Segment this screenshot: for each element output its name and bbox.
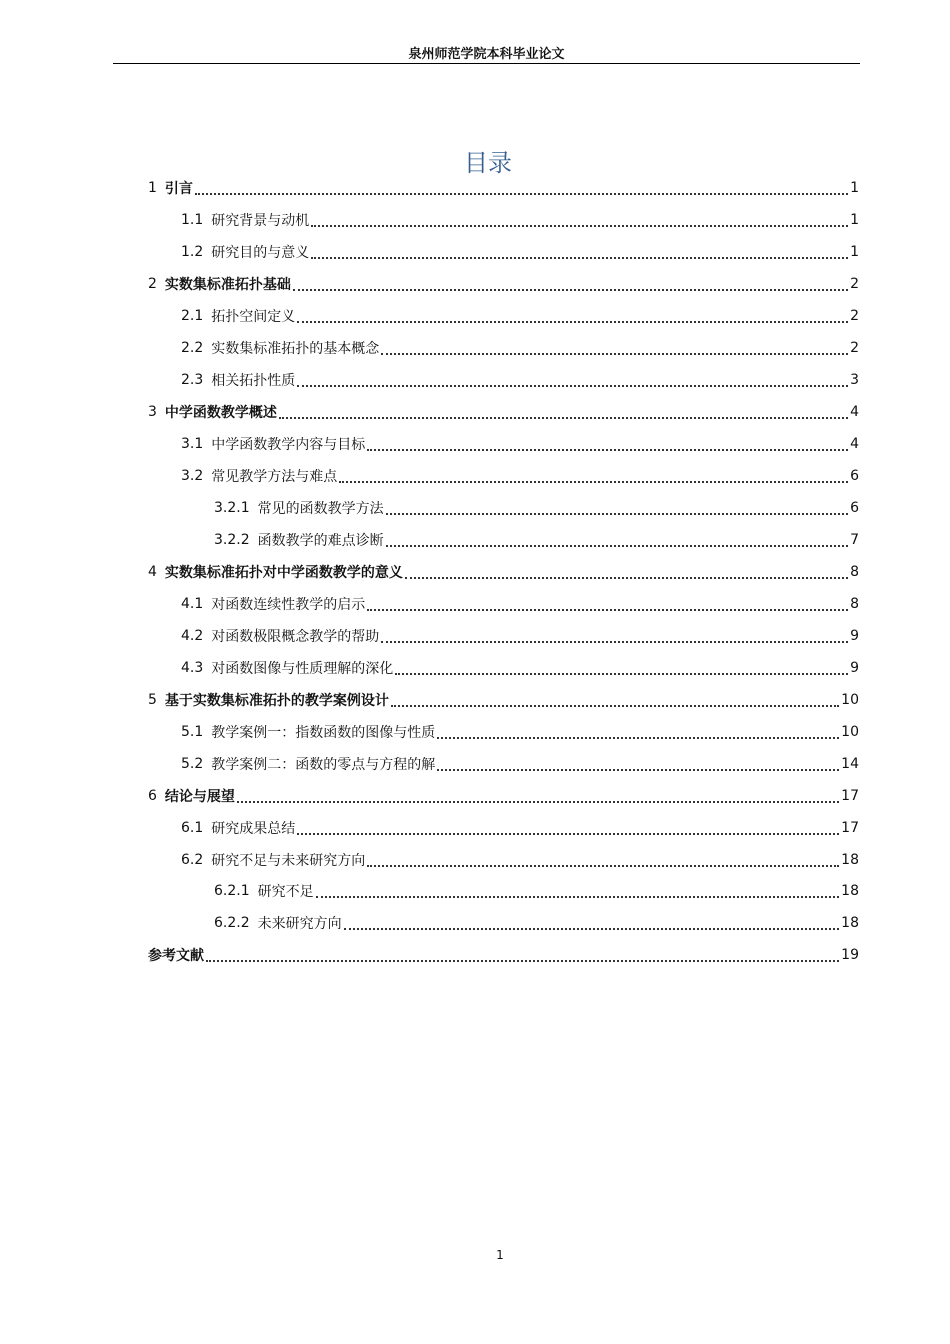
toc-entry-6-2-1[interactable] (214, 875, 859, 907)
toc-entry-3[interactable] (148, 396, 859, 428)
toc-entry-2-2[interactable] (181, 332, 859, 364)
dot-leader (297, 384, 848, 387)
toc-entry-number: 1 (148, 180, 157, 196)
toc-entry-number: 6.2.2 (214, 915, 250, 931)
toc-entry-page: 17 (841, 820, 859, 836)
toc-entry-4[interactable] (148, 556, 859, 588)
dot-leader (367, 608, 848, 611)
toc-entry-number: 1.1 (181, 212, 204, 228)
toc-entry-label: 对函数连续性教学的启示 (211, 597, 366, 613)
page-header (113, 46, 860, 64)
dot-leader (395, 672, 848, 675)
toc-entry-label: 研究不足 (257, 884, 314, 900)
toc-entry-references[interactable] (148, 939, 859, 971)
dot-leader (206, 959, 839, 962)
dot-leader (367, 864, 839, 867)
toc-entry-number: 3.2 (181, 468, 204, 484)
toc-entry-number: 1.2 (181, 244, 204, 260)
toc-entry-number: 5.2 (181, 756, 204, 772)
toc-entry-5-2[interactable] (181, 748, 859, 780)
dot-leader (391, 704, 839, 707)
toc-entry-label: 引言 (164, 181, 193, 197)
toc-entry-1-1[interactable] (181, 204, 859, 236)
toc-entry-page: 1 (850, 180, 859, 196)
toc-entry-3-2-1[interactable] (214, 492, 859, 524)
dot-leader (381, 640, 848, 643)
toc-entry-label: 研究不足与未来研究方向 (211, 853, 366, 869)
toc-entry-page: 2 (850, 308, 859, 324)
toc-entry-page: 17 (841, 788, 859, 804)
dot-leader (339, 480, 848, 483)
toc-entry-number: 2.1 (181, 308, 204, 324)
dot-leader (367, 448, 848, 451)
page-number: 1 (496, 1248, 504, 1262)
toc-entry-3-1[interactable] (181, 428, 859, 460)
toc-entry-number: 6.1 (181, 820, 204, 836)
toc-entry-number: 2.2 (181, 340, 204, 356)
toc-entry-page: 1 (850, 212, 859, 228)
toc-entry-number: 3.2.2 (214, 532, 250, 548)
toc-entry-label: 拓扑空间定义 (211, 309, 296, 325)
toc-entry-2-3[interactable] (181, 364, 859, 396)
header-title: 泉州师范学院本科毕业论文 (408, 47, 565, 62)
dot-leader (311, 224, 848, 227)
toc-entry-page: 10 (841, 724, 859, 740)
toc-entry-page: 9 (850, 660, 859, 676)
dot-leader (381, 352, 848, 355)
toc-entry-number: 3 (148, 404, 157, 420)
toc-entry-label: 基于实数集标准拓扑的教学案例设计 (164, 693, 389, 709)
toc-entry-label: 实数集标准拓扑的基本概念 (211, 341, 380, 357)
toc-entry-number: 6.2.1 (214, 883, 250, 899)
toc-entry-number: 4 (148, 564, 157, 580)
toc-entry-number: 3.1 (181, 436, 204, 452)
toc-entry-page: 19 (841, 947, 859, 963)
toc-entry-label: 对函数极限概念教学的帮助 (211, 629, 380, 645)
dot-leader (386, 544, 848, 547)
toc-entry-number: 5.1 (181, 724, 204, 740)
toc-entry-label: 参考文献 (148, 948, 204, 964)
toc-entry-label: 相关拓扑性质 (211, 373, 296, 389)
toc-entry-number: 2 (148, 276, 157, 292)
toc-entry-label: 中学函数教学内容与目标 (211, 437, 366, 453)
toc-entry-4-1[interactable] (181, 588, 859, 620)
dot-leader (311, 256, 848, 259)
toc-entry-5[interactable] (148, 684, 859, 716)
dot-leader (386, 512, 848, 515)
dot-leader (237, 800, 839, 803)
toc-entry-page: 8 (850, 596, 859, 612)
toc-entry-page: 3 (850, 372, 859, 388)
dot-leader (316, 895, 840, 898)
toc-entry-label: 对函数图像与性质理解的深化 (211, 661, 394, 677)
toc-entry-6-2[interactable] (181, 844, 859, 876)
toc-entry-4-3[interactable] (181, 652, 859, 684)
toc-entry-2-1[interactable] (181, 300, 859, 332)
toc-entry-page: 9 (850, 628, 859, 644)
toc-entry-page: 2 (850, 340, 859, 356)
toc-entry-3-2-2[interactable] (214, 524, 859, 556)
toc-entry-6[interactable] (148, 780, 859, 812)
toc-entry-number: 2.3 (181, 372, 204, 388)
toc-entry-label: 常见的函数教学方法 (257, 501, 384, 517)
toc-entry-3-2[interactable] (181, 460, 859, 492)
toc-entry-page: 18 (841, 852, 859, 868)
toc-entry-page: 7 (850, 532, 859, 548)
toc-entry-label: 实数集标准拓扑基础 (164, 277, 291, 293)
toc-entry-page: 4 (850, 436, 859, 452)
toc-entry-page: 10 (841, 692, 859, 708)
toc-entry-page: 1 (850, 244, 859, 260)
toc-entry-number: 4.1 (181, 596, 204, 612)
dot-leader (437, 736, 839, 739)
dot-leader (405, 576, 848, 579)
toc-entry-number: 5 (148, 692, 157, 708)
dot-leader (297, 832, 839, 835)
toc-entry-4-2[interactable] (181, 620, 859, 652)
toc-entry-label: 常见教学方法与难点 (211, 469, 338, 485)
toc-entry-label: 结论与展望 (164, 789, 235, 805)
toc-entry-page: 14 (841, 756, 859, 772)
toc-entry-label: 研究目的与意义 (211, 245, 310, 261)
toc-entry-label: 未来研究方向 (257, 916, 342, 932)
toc-entry-page: 2 (850, 276, 859, 292)
toc-entry-label: 函数教学的难点诊断 (257, 533, 384, 549)
toc-entry-page: 4 (850, 404, 859, 420)
toc-entry-page: 6 (850, 500, 859, 516)
toc-entry-page: 6 (850, 468, 859, 484)
toc-entry-label: 研究背景与动机 (211, 213, 310, 229)
toc-entry-page: 8 (850, 564, 859, 580)
toc-entry-number: 3.2.1 (214, 500, 250, 516)
toc-entry-6-2-2[interactable] (214, 907, 859, 939)
toc-entry-label: 教学案例一：指数函数的图像与性质 (211, 725, 436, 741)
dot-leader (293, 288, 848, 291)
toc-entry-1-2[interactable] (181, 236, 859, 268)
toc-entry-page: 18 (841, 915, 859, 931)
dot-leader (297, 320, 848, 323)
toc-entry-number: 4.2 (181, 628, 204, 644)
toc-entry-label: 教学案例二：函数的零点与方程的解 (211, 757, 436, 773)
toc-entry-5-1[interactable] (181, 716, 859, 748)
toc-entry-number: 6.2 (181, 852, 204, 868)
toc-entry-number: 6 (148, 788, 157, 804)
dot-leader (279, 416, 848, 419)
dot-leader (344, 927, 840, 930)
toc-entry-page: 18 (841, 883, 859, 899)
toc-entry-number: 4.3 (181, 660, 204, 676)
toc-entry-label: 实数集标准拓扑对中学函数教学的意义 (164, 565, 403, 581)
toc-entry-1[interactable] (148, 172, 859, 204)
toc-title: 目录 (464, 149, 512, 177)
dot-leader (195, 192, 848, 195)
toc-entry-label: 研究成果总结 (211, 821, 296, 837)
toc-entry-2[interactable] (148, 268, 859, 300)
dot-leader (437, 768, 839, 771)
toc-entry-6-1[interactable] (181, 812, 859, 844)
toc-entry-label: 中学函数教学概述 (164, 405, 277, 421)
